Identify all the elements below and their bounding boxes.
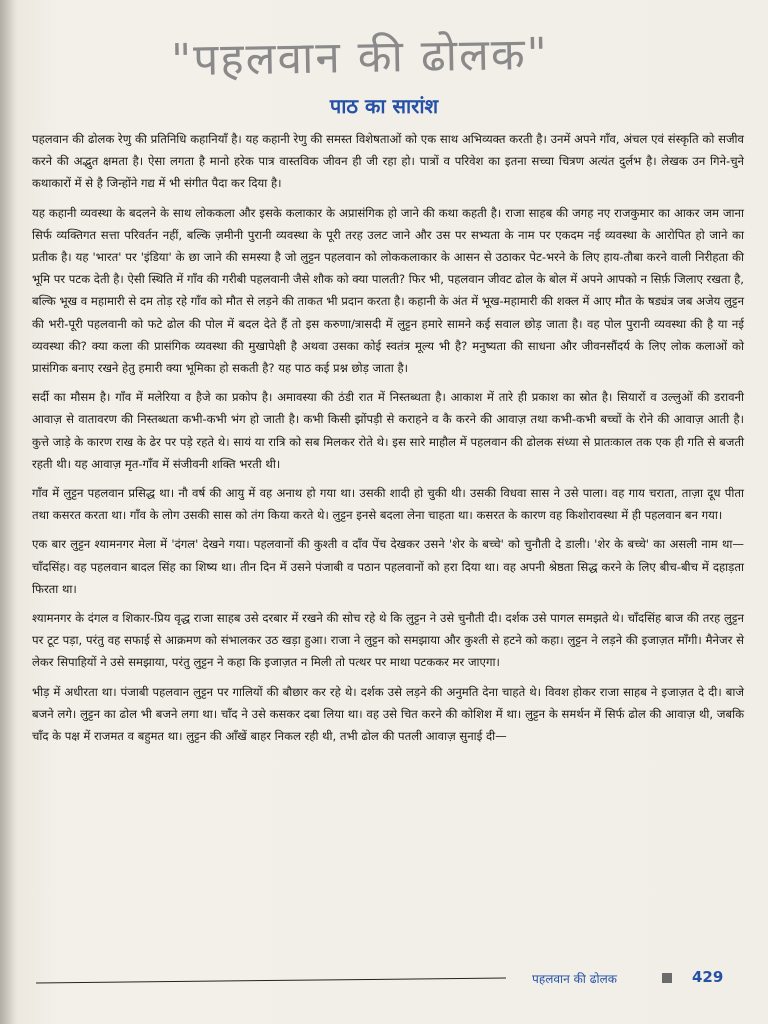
paragraph-5: एक बार लुट्टन श्यामनगर मेला में 'दंगल' देखने गया। पहलवानों की कुश्ती व दाँव पेंच देखकर उसने 'शेर के बच्चे' को चुनौती दे डाली। 'शेर के बच्चे' का असली नाम था—चाँदसिंह। वह पहलवान बादल सिंह का शिष्य था। तीन दिन में उसने पंजाबी व पठान पहलवानों को हरा दिया था। वह अपनी श्रेष्ठता सिद्ध करने के लिए बीच-बीच में दहाड़ता फिरता था। (32, 537, 744, 596)
paragraph-3: सर्दी का मौसम है। गाँव में मलेरिया व हैजे का प्रकोप है। अमावस्या की ठंडी रात में निस्तब्धता है। आकाश में तारे ही प्रकाश का स्रोत है। सियारों व उल्लुओं की डरावनी आवाज़ से वातावरण की निस्तब्धता कभी-कभी भंग हो जाती है। कभी किसी झोंपड़ी से कराहने व कै करने की आवाज़ तथा कभी-कभी बच्चों के रोने की आवाज़ आती है। कुत्ते जाड़े के कारण राख के ढेर पर पड़े रहते थे। सायं या रात्रि को सब मिलकर रोते थे। इस सारे माहौल में पहलवान की ढोलक संध्या से प्रातःकाल तक एक ही गति से बजती रहती थी। यह आवाज़ मृत-गाँव में संजीवनी शक्ति भरती थी। (32, 390, 744, 471)
paragraph-1: पहलवान की ढोलक रेणु की प्रतिनिधि कहानियाँ है। यह कहानी रेणु की समस्त विशेषताओं को एक साथ अभिव्यक्त करती है। उनमें अपने गाँव, अंचल एवं संस्कृति को सजीव करने की अद्भुत क्षमता है। ऐसा लगता है मानो हरेक पात्र वास्तविक जीवन ही जी रहा हो। पात्रों व परिवेश का इतना सच्चा चित्रण अत्यंत दुर्लभ है। लेखक उन गिने-चुने कथाकारों में से है जिन्होंने गद्य में भी संगीत पैदा कर दिया है। (32, 132, 744, 191)
footer-title: पहलवान की ढोलक (532, 972, 617, 986)
paragraph-4: गाँव में लुट्टन पहलवान प्रसिद्ध था। नौ वर्ष की आयु में वह अनाथ हो गया था। उसकी शादी हो चुकी थी। उसकी विधवा सास ने उसे पाला। वह गाय चराता, ताज़ा दूध पीता तथा कसरत करता था। गाँव के लोग उसकी सास को तंग किया करते थे। लुट्टन इनसे बदला लेना चाहता था। कसरत के कारण वह किशोरावस्था में ही पहलवान बन गया। (32, 486, 744, 523)
handwritten-title: "पहलवान की ढोलक" (170, 28, 550, 87)
section-title: पाठ का सारांश (329, 94, 439, 118)
summary-text (32, 128, 744, 754)
paragraph-6: श्यामनगर के दंगल व शिकार-प्रिय वृद्ध राजा साहब उसे दरबार में रखने की सोच रहे थे कि लुट्टन ने उसे चुनौती दी। दर्शक उसे पागल समझते थे। चाँदसिंह बाज की तरह लुट्टन पर टूट पड़ा, परंतु वह सफाई से आक्रमण को संभालकर उठ खड़ा हुआ। राजा ने लुट्टन को समझाया और कुश्ती से हटने को कहा। लुट्टन ने लड़ने की इजाज़त माँगी। मैनेजर से लेकर सिपाहियों ने उसे समझाया, परंतु लुट्टन ने कहा कि इजाज़त न मिली तो पत्थर पर माथा पटककर मर जाएगा। (32, 611, 744, 670)
footer-rule (36, 978, 506, 984)
paragraph-2: यह कहानी व्यवस्था के बदलने के साथ लोककला और इसके कलाकार के अप्रासंगिक हो जाने की कथा कहती है। राजा साहब की जगह नए राजकुमार का आकर जम जाना सिर्फ व्यक्तिगत सत्ता परिवर्तन नहीं, बल्कि ज़मीनी पुरानी व्यवस्था के पूरी तरह उलट जाने और उस पर सभ्यता के नाम पर एकदम नई व्यवस्था के आरोपित हो जाने का प्रतीक है। यह 'भारत' पर 'इंडिया' के छा जाने की समस्या है जो लुट्टन पहलवान को लोककलाकार के आसन से उठाकर पेट-भरने के लिए हाय-तौबा करने वाली निरीहता की भूमि पर पटक देती है। ऐसी स्थिति में गाँव की गरीबी पहलवानी जैसे शौक को क्या पालती? फिर भी, पहलवान जीवट ढोल के बोल में अपने आपको न सिर्फ़ जिलाए रखता है, बल्कि भूख व महामारी से दम तोड़ रहे गाँव को मौत से लड़ने की ताकत भी प्रदान करता है। कहानी के अंत में भूख-महामारी की शक्ल में आए मौत के षड्यंत्र जब अजेय लुट्टन की भरी-पूरी पहलवानी को फटे ढोल की पोल में बदल देते हैं तो इस करुणा/त्रासदी में लुट्टन हमारे सामने कई सवाल छोड़ जाता है। वह पोल पुरानी व्यवस्था की है या नई व्यवस्था की? क्या कला की प्रासंगिक व्यवस्था की मुखापेक्षी है अथवा उसका कोई स्वतंत्र मूल्य भी है? मनुष्यता की साधना और जीवनसौंदर्य के लिए लोक कलाओं को प्रासंगिक बनाए रखने हेतु हमारी क्या भूमिका हो सकती है? यह पाठ कई प्रश्न छोड़ जाता है। (32, 205, 744, 376)
binding-shadow (0, 0, 18, 1024)
paragraph-7: भीड़ में अधीरता था। पंजाबी पहलवान लुट्टन पर गालियों की बौछार कर रहे थे। दर्शक उसे लड़ने की अनुमति देना चाहते थे। विवश होकर राजा साहब ने इजाज़त दे दी। बाजे बजने लगे। लुट्टन का ढोल भी बजने लगा था। चाँद ने उसे कसकर दबा लिया था। वह उसे चित करने की कोशिश में था। लुट्टन के समर्थन में सिर्फ ढोल की आवाज़ थी, जबकि चाँद के पक्ष में राजमत व बहुमत था। लुट्टन की आँखें बाहर निकल रही थी, तभी ढोल की पतली आवाज़ सुनाई दी— (32, 684, 744, 744)
page-number: 429 (692, 968, 724, 986)
footer-square-icon (662, 973, 672, 983)
